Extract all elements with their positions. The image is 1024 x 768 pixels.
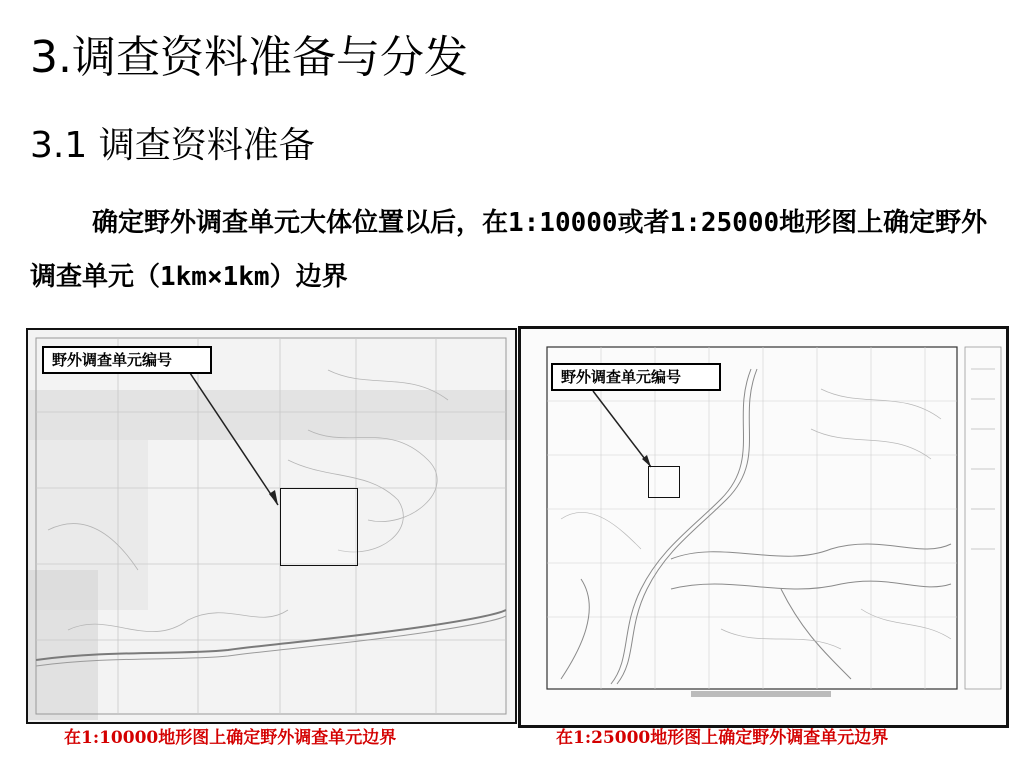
- slide-title: 3.调查资料准备与分发: [30, 32, 468, 83]
- map-image-10000: [26, 328, 517, 724]
- survey-unit-boundary-box: [648, 466, 680, 498]
- map-image-25000: [518, 326, 1009, 728]
- body-paragraph: 确定野外调查单元大体位置以后，在1:10000或者1:25000地形图上确定野外调查单元（1km×1km）边界: [30, 208, 988, 292]
- caption-10000-map: 在1:10000地形图上确定野外调查单元边界: [64, 728, 397, 748]
- section-subtitle: 3.1 调查资料准备: [30, 125, 315, 166]
- survey-unit-boundary-box: [280, 488, 358, 566]
- topographic-map-10000: [28, 330, 515, 722]
- survey-unit-number-label: 野外调查单元编号: [551, 363, 721, 391]
- survey-unit-number-label: 野外调查单元编号: [42, 346, 212, 374]
- caption-25000-map: 在1:25000地形图上确定野外调查单元边界: [556, 728, 889, 748]
